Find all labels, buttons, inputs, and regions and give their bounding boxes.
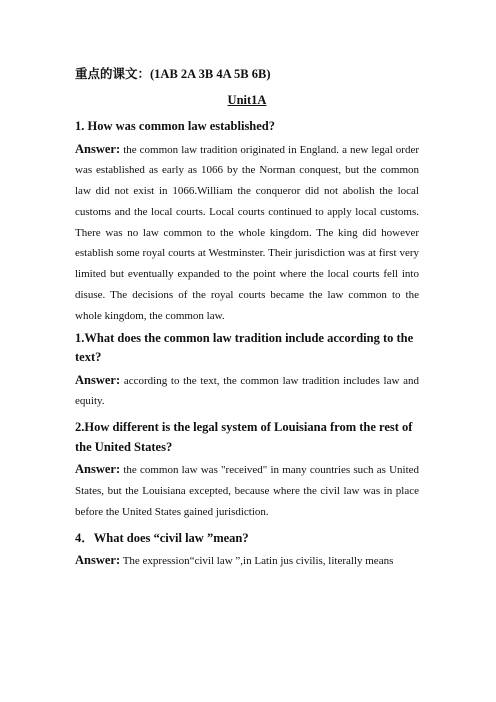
answer-text: the common law tradition originated in England. a new legal order was established as early as 1066 by the Norman conquest, but the common law did not exist in 1066.William the conqueror did not abolish the local customs and the local courts. Local courts continued to apply local customs. There was no law common to the whole kingdom. The king did however establish some royal courts at Westminster. Their jurisdiction was at first very limited but eventually expanded to the point where the local courts fell into disuse. The decisions of the royal courts became the law common to the whole kingdom, the common law. [75,143,419,322]
answer-text: according to the text, the common law tradition includes law and equity. [75,374,419,408]
answer-4 [75,550,419,572]
answer-label: Answer: [75,372,121,387]
answer-label: Answer: [75,553,121,568]
answer-label: Answer: [75,141,121,156]
answer-text: The expression“civil law ”,in Latin jus civilis, literally means [122,555,394,568]
question-2: 1.What does the common law tradition include according to the text? [75,330,414,365]
document-page [75,66,419,574]
answer-2 [75,370,419,413]
question-1: 1. How was common law established? [75,119,276,133]
answer-3 [75,459,419,522]
answer-text: the common law was "received" in many countries such as United States, but the Louisiana excepted, because where the civil law was in place before the United States gained jurisdiction. [75,464,420,518]
unit-title: Unit1A [227,93,267,107]
question-3: 2.How different is the legal system of Louisiana from the rest of the United States? [75,420,413,454]
key-texts-heading: 重点的课文：(1AB 2A 3B 4A 5B 6B) [75,67,271,81]
answer-label: Answer: [75,462,121,477]
question-4: 4．What does “civil law ”mean? [75,530,249,545]
answer-1 [75,139,419,327]
